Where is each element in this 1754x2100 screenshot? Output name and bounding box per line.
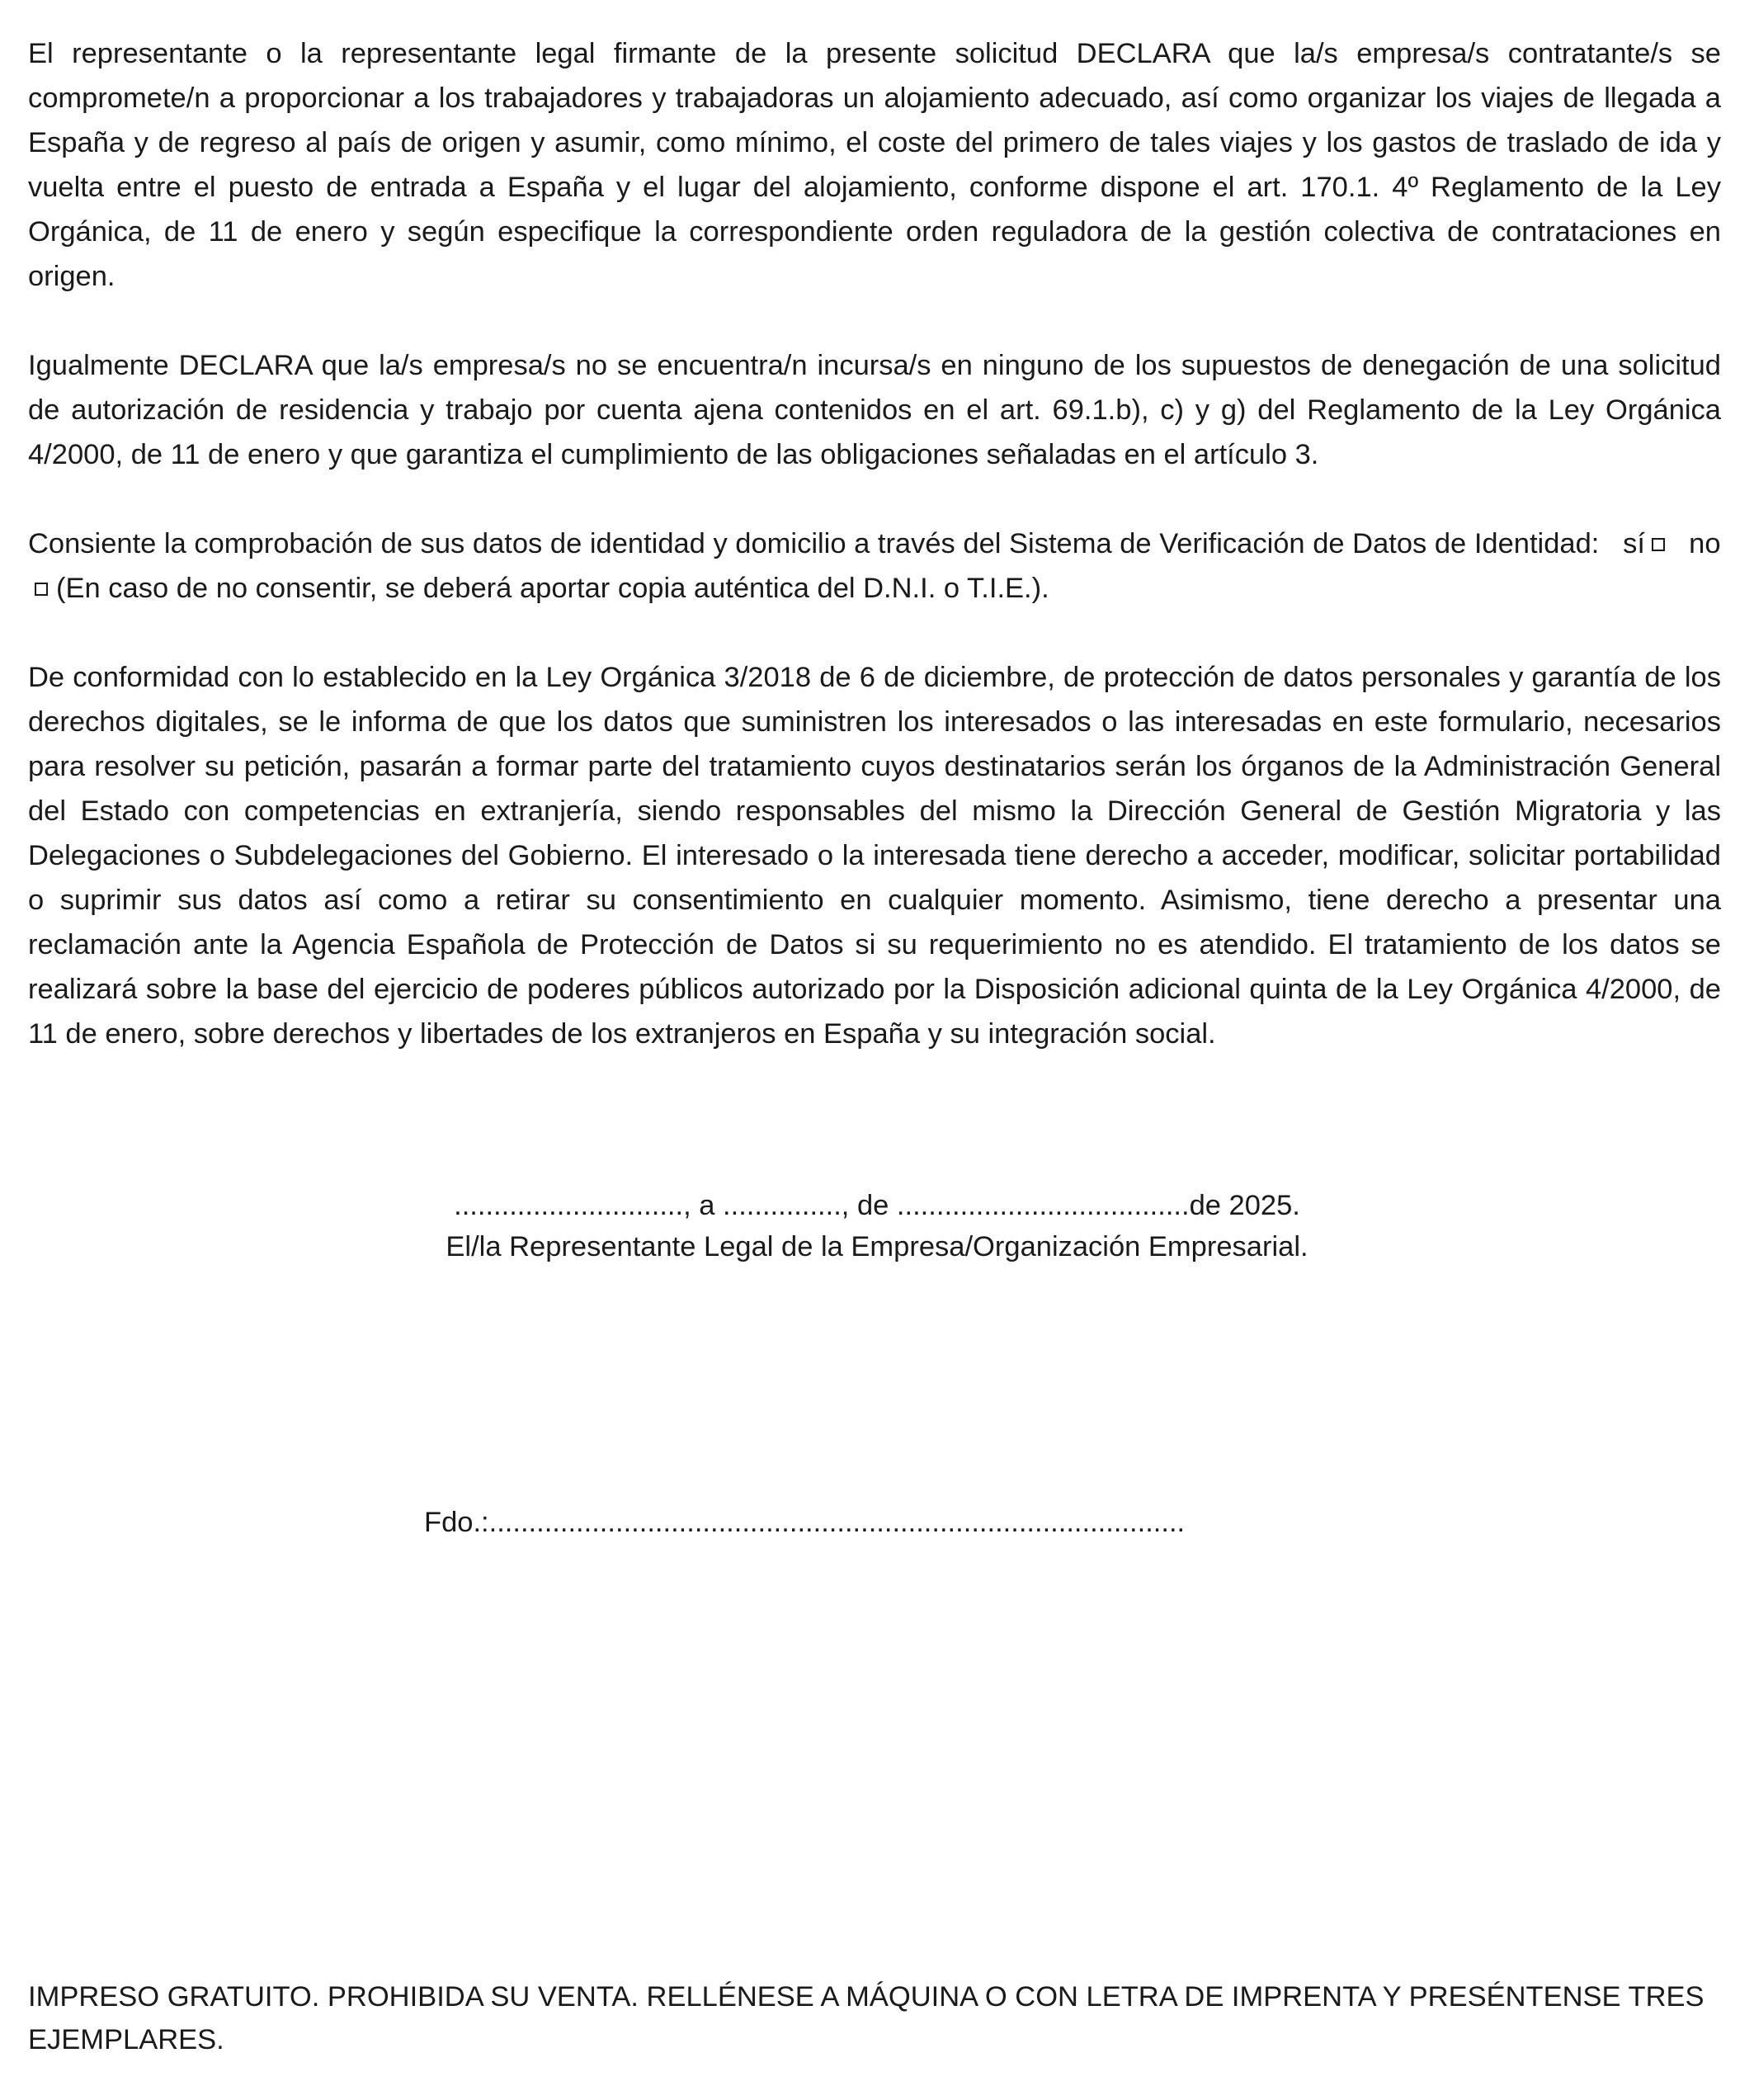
data-protection-paragraph: De conformidad con lo establecido en la Ley Orgánica 3/2018 de 6 de diciembre, de protección de datos personales y garantía de los derechos digitales, se le informa de que los datos que suministren los interesados o las interesadas en este formulario, necesarios para resolver su petición, pasarán a formar parte del tratamiento cuyos destinatarios serán los órganos de la Administración General del Estado con competencias en extranjería, siendo responsables del mismo la Dirección General de Gestión Migratoria y las Delegaciones o Subdelegaciones del Gobierno. El interesado o la interesada tiene derecho a acceder, modificar, solicitar portabilidad o suprimir sus datos así como a retirar su consentimiento en cualquier momento. Asimismo, tiene derecho a presentar una reclamación ante la Agencia Española de Protección de Datos si su requerimiento no es atendido. El tratamiento de los datos se realizará sobre la base del ejercicio de poderes públicos autorizado por la Disposición adicional quinta de la Ley Orgánica 4/2000, de 11 de enero, sobre derechos y libertades de los extranjeros en España y su integración social. [28, 662, 1721, 1050]
signature-date-line[interactable]: ............................., a ..............., de .....................................de 2025. [454, 1190, 1300, 1221]
consent-note: (En caso de no consentir, se deberá aportar copia auténtica del D.N.I. o T.I.E.). [56, 573, 1049, 604]
consent-yes-label: sí [1623, 528, 1645, 559]
consent-yes-checkbox[interactable] [1652, 538, 1665, 551]
declaration-accommodation-paragraph: El representante o la representante legal firmante de la presente solicitud DECLARA que la/s empresa/s contratante/s se compromete/n a proporcionar a los trabajadores y trabajadoras un alojamiento adecuado, así como organizar los viajes de llegada a España y de regreso al país de origen y asumir, como mínimo, el coste del primero de tales viajes y los gastos de traslado de ida y vuelta entre el puesto de entrada a España y el lugar del alojamiento, conforme dispone el art. 170.1. 4º Reglamento de la Ley Orgánica, de 11 de enero y según especifique la correspondiente orden reguladora de la gestión colectiva de contrataciones en origen. [28, 38, 1721, 292]
consent-no-checkbox[interactable] [35, 583, 48, 596]
signature-fdo-line[interactable]: Fdo.:........................................................................................ [424, 1507, 1186, 1538]
representative-caption: El/la Representante Legal de la Empresa/Organización Empresarial. [446, 1231, 1308, 1262]
consent-text: Consiente la comprobación de sus datos de identidad y domicilio a través del Sistema de Verificación de Datos de Identidad: [28, 528, 1600, 559]
declaration-denial-grounds-paragraph: Igualmente DECLARA que la/s empresa/s no se encuentra/n incursa/s en ninguno de los supuestos de denegación de una solicitud de autorización de residencia y trabajo por cuenta ajena contenidos en el art. 69.1.b), c) y g) del Reglamento de la Ley Orgánica 4/2000, de 11 de enero y que garantiza el cumplimiento de las obligaciones señaladas en el artículo 3. [28, 350, 1721, 470]
consent-no-label: no [1689, 528, 1721, 559]
document-body [28, 31, 1721, 1101]
footer-notice: IMPRESO GRATUITO. PROHIBIDA SU VENTA. RELLÉNESE A MÁQUINA O CON LETRA DE IMPRENTA Y PRESÉNTENSE TRES EJEMPLARES. [28, 1981, 1704, 2055]
identity-consent-paragraph [28, 521, 1721, 611]
